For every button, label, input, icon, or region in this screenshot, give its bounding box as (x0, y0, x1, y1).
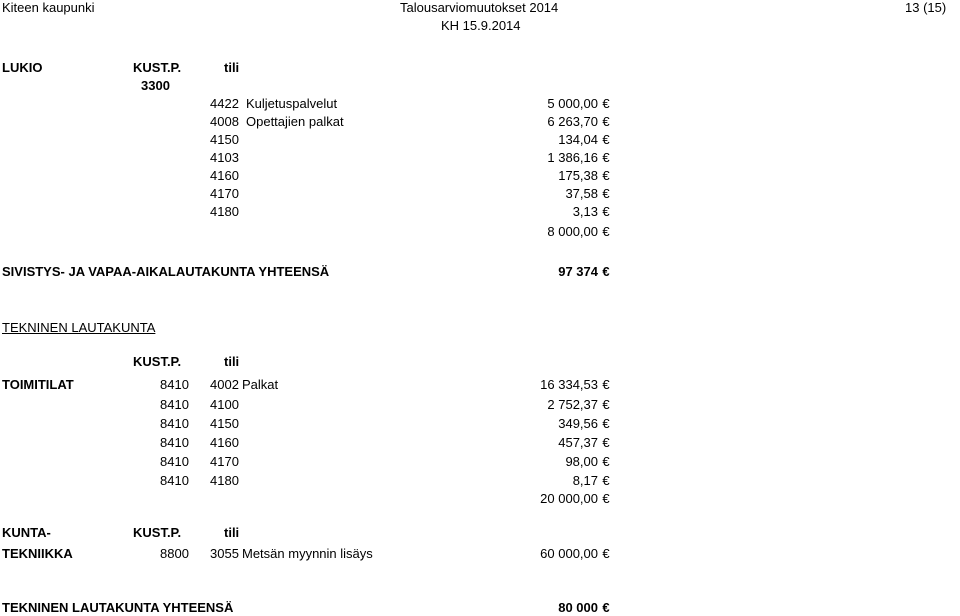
tili-cell: 4160 (210, 435, 239, 450)
sivistys-total-amount: 97 374 (558, 264, 598, 279)
amount-cell: 134,04 (558, 132, 598, 147)
document-title: Talousarviomuutokset 2014 (400, 0, 559, 15)
euro-symbol: € (602, 264, 610, 279)
euro-symbol: € (602, 416, 610, 431)
description-cell: Palkat (242, 377, 279, 392)
tekninen-heading: TEKNINEN LAUTAKUNTA (2, 320, 156, 335)
euro-symbol: € (602, 397, 610, 412)
euro-symbol: € (602, 168, 610, 183)
kuntatekniikka-label-line1: KUNTA- (2, 525, 51, 540)
kustp-cell: 8410 (160, 454, 189, 469)
toimitilat-tili-header: tili (224, 354, 240, 369)
lukio-kustp-header: KUST.P. (133, 60, 182, 75)
euro-symbol: € (602, 600, 610, 615)
amount-cell: 1 386,16 (547, 150, 598, 165)
euro-symbol: € (602, 377, 610, 392)
lukio-unit-label: LUKIO (2, 60, 43, 75)
amount-cell: 2 752,37 (547, 397, 598, 412)
tili-cell: 4422 (210, 96, 239, 111)
sivistys-total-label: SIVISTYS- JA VAPAA-AIKALAUTAKUNTA YHTEENSÄ (2, 264, 330, 279)
tili-cell: 3055 (210, 546, 239, 561)
lukio-tili-header: tili (224, 60, 240, 75)
kustp-cell: 8410 (160, 397, 189, 412)
org-name: Kiteen kaupunki (2, 0, 95, 15)
tekninen-total-label: TEKNINEN LAUTAKUNTA YHTEENSÄ (2, 600, 234, 615)
euro-symbol: € (602, 435, 610, 450)
tili-cell: 4002 (210, 377, 239, 392)
amount-cell: 457,37 (558, 435, 598, 450)
document-date: KH 15.9.2014 (441, 18, 521, 33)
amount-cell: 5 000,00 (547, 96, 598, 111)
euro-symbol: € (602, 546, 610, 561)
kustp-cell: 8410 (160, 435, 189, 450)
amount-cell: 349,56 (558, 416, 598, 431)
tili-cell: 4170 (210, 454, 239, 469)
kustp-cell: 8410 (160, 377, 189, 392)
euro-symbol: € (602, 224, 610, 239)
kuntatekniikka-label-line2: TEKNIIKKA (2, 546, 73, 561)
toimitilat-unit-label: TOIMITILAT (2, 377, 74, 392)
amount-cell: 8,17 (572, 473, 598, 488)
kuntatekniikka-tili-header: tili (224, 525, 240, 540)
description-cell: Metsän myynnin lisäys (242, 546, 373, 561)
euro-symbol: € (602, 150, 610, 165)
kustp-cell: 8800 (160, 546, 189, 561)
euro-symbol: € (602, 96, 610, 111)
subtotal-amount: 20 000,00 (540, 491, 598, 506)
kuntatekniikka-kustp-header: KUST.P. (133, 525, 182, 540)
kustp-cell: 8410 (160, 473, 189, 488)
euro-symbol: € (602, 132, 610, 147)
tekninen-total-amount: 80 000 (558, 600, 598, 615)
tili-cell: 4008 (210, 114, 239, 129)
tili-cell: 4180 (210, 473, 239, 488)
euro-symbol: € (602, 473, 610, 488)
tili-cell: 4150 (210, 416, 239, 431)
tili-cell: 4100 (210, 397, 239, 412)
amount-cell: 37,58 (565, 186, 598, 201)
amount-cell: 175,38 (558, 168, 598, 183)
lukio-kustp-value: 3300 (141, 78, 170, 93)
toimitilat-kustp-header: KUST.P. (133, 354, 182, 369)
subtotal-amount: 8 000,00 (547, 224, 598, 239)
description-cell: Opettajien palkat (246, 114, 344, 129)
amount-cell: 98,00 (565, 454, 598, 469)
amount-cell: 60 000,00 (540, 546, 598, 561)
euro-symbol: € (602, 186, 610, 201)
amount-cell: 6 263,70 (547, 114, 598, 129)
tili-cell: 4160 (210, 168, 239, 183)
tili-cell: 4180 (210, 204, 239, 219)
tili-cell: 4150 (210, 132, 239, 147)
amount-cell: 16 334,53 (540, 377, 598, 392)
euro-symbol: € (602, 454, 610, 469)
euro-symbol: € (602, 491, 610, 506)
description-cell: Kuljetuspalvelut (246, 96, 338, 111)
kustp-cell: 8410 (160, 416, 189, 431)
tili-cell: 4103 (210, 150, 239, 165)
tili-cell: 4170 (210, 186, 239, 201)
page-number: 13 (15) (905, 0, 947, 15)
euro-symbol: € (602, 114, 610, 129)
amount-cell: 3,13 (572, 204, 598, 219)
euro-symbol: € (602, 204, 610, 219)
